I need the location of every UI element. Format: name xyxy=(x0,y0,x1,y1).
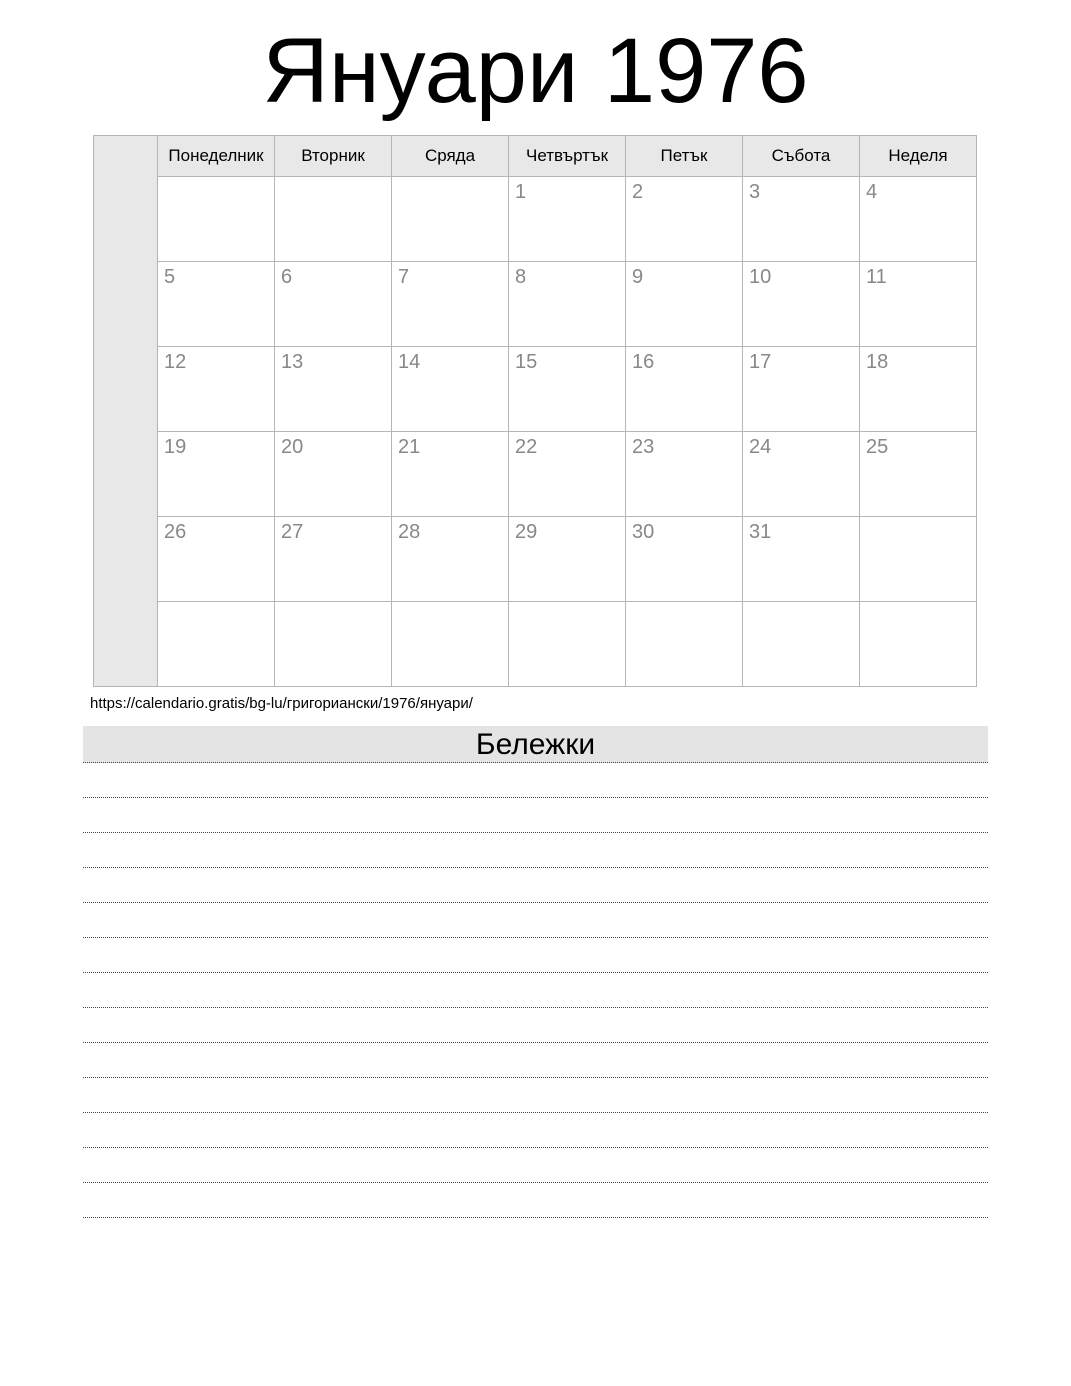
day-number: 6 xyxy=(281,266,293,289)
weekday-header: Събота xyxy=(743,136,860,177)
source-url: https://calendario.gratis/bg-lu/григориански/1976/януари/ xyxy=(90,695,473,713)
day-number: 1 xyxy=(515,181,527,204)
day-number: 3 xyxy=(749,181,761,204)
calendar-table xyxy=(93,135,977,687)
empty-day-cell xyxy=(860,517,977,602)
day-number: 8 xyxy=(515,266,527,289)
day-cell xyxy=(860,177,977,262)
day-cell xyxy=(509,432,626,517)
empty-day-cell xyxy=(392,602,509,687)
page-title: Януари 1976 xyxy=(262,20,809,122)
day-cell xyxy=(392,262,509,347)
day-number: 2 xyxy=(632,181,644,204)
week-row xyxy=(94,432,977,517)
day-number: 26 xyxy=(164,521,187,544)
day-cell xyxy=(392,347,509,432)
weekday-header-row xyxy=(94,136,977,177)
day-number: 30 xyxy=(632,521,655,544)
week-row xyxy=(94,347,977,432)
day-cell xyxy=(626,517,743,602)
day-cell xyxy=(743,262,860,347)
note-line xyxy=(83,973,988,1008)
day-number: 28 xyxy=(398,521,421,544)
day-cell xyxy=(158,262,275,347)
notes-section xyxy=(83,726,988,1218)
day-number: 29 xyxy=(515,521,538,544)
week-row xyxy=(94,177,977,262)
day-cell xyxy=(158,432,275,517)
day-cell xyxy=(509,517,626,602)
note-line xyxy=(83,833,988,868)
note-line xyxy=(83,1148,988,1183)
weekday-header: Четвъртък xyxy=(509,136,626,177)
note-line xyxy=(83,1113,988,1148)
calendar-left-spacer xyxy=(94,136,158,687)
day-number: 11 xyxy=(866,266,887,289)
day-number: 20 xyxy=(281,436,304,459)
day-cell xyxy=(626,432,743,517)
day-cell xyxy=(743,347,860,432)
empty-day-cell xyxy=(275,177,392,262)
notes-title: Бележки xyxy=(83,726,988,763)
day-number: 5 xyxy=(164,266,176,289)
day-number: 27 xyxy=(281,521,304,544)
day-cell xyxy=(509,262,626,347)
day-cell xyxy=(275,262,392,347)
day-cell xyxy=(158,347,275,432)
note-line xyxy=(83,1008,988,1043)
note-line xyxy=(83,938,988,973)
day-number: 23 xyxy=(632,436,655,459)
note-line xyxy=(83,1183,988,1218)
day-number: 13 xyxy=(281,351,304,374)
week-row xyxy=(94,517,977,602)
empty-day-cell xyxy=(392,177,509,262)
day-cell xyxy=(860,262,977,347)
day-cell xyxy=(860,347,977,432)
day-number: 12 xyxy=(164,351,187,374)
empty-day-cell xyxy=(158,177,275,262)
weekday-header: Неделя xyxy=(860,136,977,177)
day-number: 21 xyxy=(398,436,421,459)
day-cell xyxy=(158,517,275,602)
day-number: 18 xyxy=(866,351,889,374)
day-cell xyxy=(392,517,509,602)
day-cell xyxy=(860,432,977,517)
note-line xyxy=(83,1078,988,1113)
empty-day-cell xyxy=(275,602,392,687)
day-number: 7 xyxy=(398,266,410,289)
note-line xyxy=(83,868,988,903)
note-line xyxy=(83,1043,988,1078)
note-line xyxy=(83,903,988,938)
day-number: 16 xyxy=(632,351,655,374)
day-number: 15 xyxy=(515,351,538,374)
week-row xyxy=(94,602,977,687)
calendar-body xyxy=(94,136,977,687)
day-number: 9 xyxy=(632,266,644,289)
empty-day-cell xyxy=(158,602,275,687)
week-row xyxy=(94,262,977,347)
note-line xyxy=(83,763,988,798)
day-cell xyxy=(275,517,392,602)
note-line xyxy=(83,798,988,833)
day-cell xyxy=(626,262,743,347)
day-number: 4 xyxy=(866,181,878,204)
notes-lines xyxy=(83,763,988,1218)
empty-day-cell xyxy=(626,602,743,687)
weekday-header: Вторник xyxy=(275,136,392,177)
empty-day-cell xyxy=(860,602,977,687)
day-cell xyxy=(743,177,860,262)
day-cell xyxy=(509,177,626,262)
day-number: 25 xyxy=(866,436,889,459)
day-number: 17 xyxy=(749,351,772,374)
day-cell xyxy=(626,347,743,432)
empty-day-cell xyxy=(509,602,626,687)
day-number: 22 xyxy=(515,436,538,459)
day-cell xyxy=(626,177,743,262)
empty-day-cell xyxy=(743,602,860,687)
weekday-header: Понеделник xyxy=(158,136,275,177)
day-number: 14 xyxy=(398,351,421,374)
day-cell xyxy=(743,432,860,517)
day-number: 19 xyxy=(164,436,187,459)
weekday-header: Петък xyxy=(626,136,743,177)
day-cell xyxy=(392,432,509,517)
weekday-header: Сряда xyxy=(392,136,509,177)
day-number: 31 xyxy=(749,521,772,544)
day-cell xyxy=(275,432,392,517)
day-cell xyxy=(509,347,626,432)
day-number: 10 xyxy=(749,266,772,289)
day-number: 24 xyxy=(749,436,772,459)
day-cell xyxy=(275,347,392,432)
day-cell xyxy=(743,517,860,602)
